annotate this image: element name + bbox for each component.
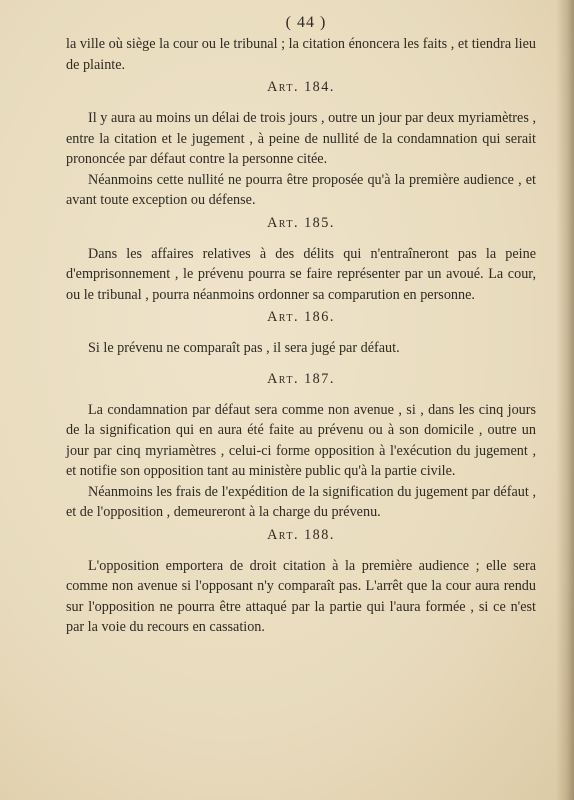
- article-heading: Art. 188.: [267, 526, 335, 543]
- paragraph: Néanmoins les frais de l'expédition de la signification du jugement par défaut , et de l'opposition , demeureront à la charge du prévenu.: [66, 483, 536, 520]
- paragraph: Dans les affaires relatives à des délits qui n'entraîneront pas la peine d'emprisonnement , le prévenu pourra se faire représenter par un avoué. La cour, ou le tribunal , pourra néanmoins ordonner sa comparution en personne.: [66, 245, 536, 303]
- paragraph: Si le prévenu ne comparaît pas , il sera jugé par défaut.: [88, 340, 400, 356]
- article-heading: Art. 185.: [267, 214, 335, 231]
- paragraph: Néanmoins cette nullité ne pourra être proposée qu'à la première audience , et avant toute exception ou défense.: [66, 171, 536, 208]
- page-number: ( 44 ): [285, 14, 327, 31]
- paragraph: La condamnation par défaut sera comme non avenue , si , dans les cinq jours de la signification qui en aura été faite au prévenu ou à son domicile , outre un jour par cinq myriamètres , celui-ci forme opposition à l'exécution du jugement , et notifie son opposition tant au ministère public qu'à la partie civile.: [66, 401, 536, 479]
- article-heading: Art. 186.: [267, 309, 335, 325]
- article-heading: Art. 184.: [267, 79, 335, 95]
- paragraph: la ville où siège la cour ou le tribunal ; la citation énoncera les faits , et tiendra lieu de plainte.: [66, 36, 536, 73]
- article-heading: Art. 187.: [267, 370, 335, 387]
- page-spine-shadow: [556, 0, 574, 800]
- paragraph: Il y aura au moins un délai de trois jours , outre un jour par deux myriamètres , entre la citation et le jugement , à peine de nullité de la condamnation qui serait prononcée par défaut contre la personne citée.: [66, 110, 536, 167]
- paragraph: L'opposition emportera de droit citation à la première audience ; elle sera comme non avenue si l'opposant n'y comparaît pas. L'arrêt que la cour aura rendu sur l'opposition ne pourra être attaqué par la partie qui l'aura formée , si ce n'est par la voie du recours en cassation.: [66, 557, 536, 635]
